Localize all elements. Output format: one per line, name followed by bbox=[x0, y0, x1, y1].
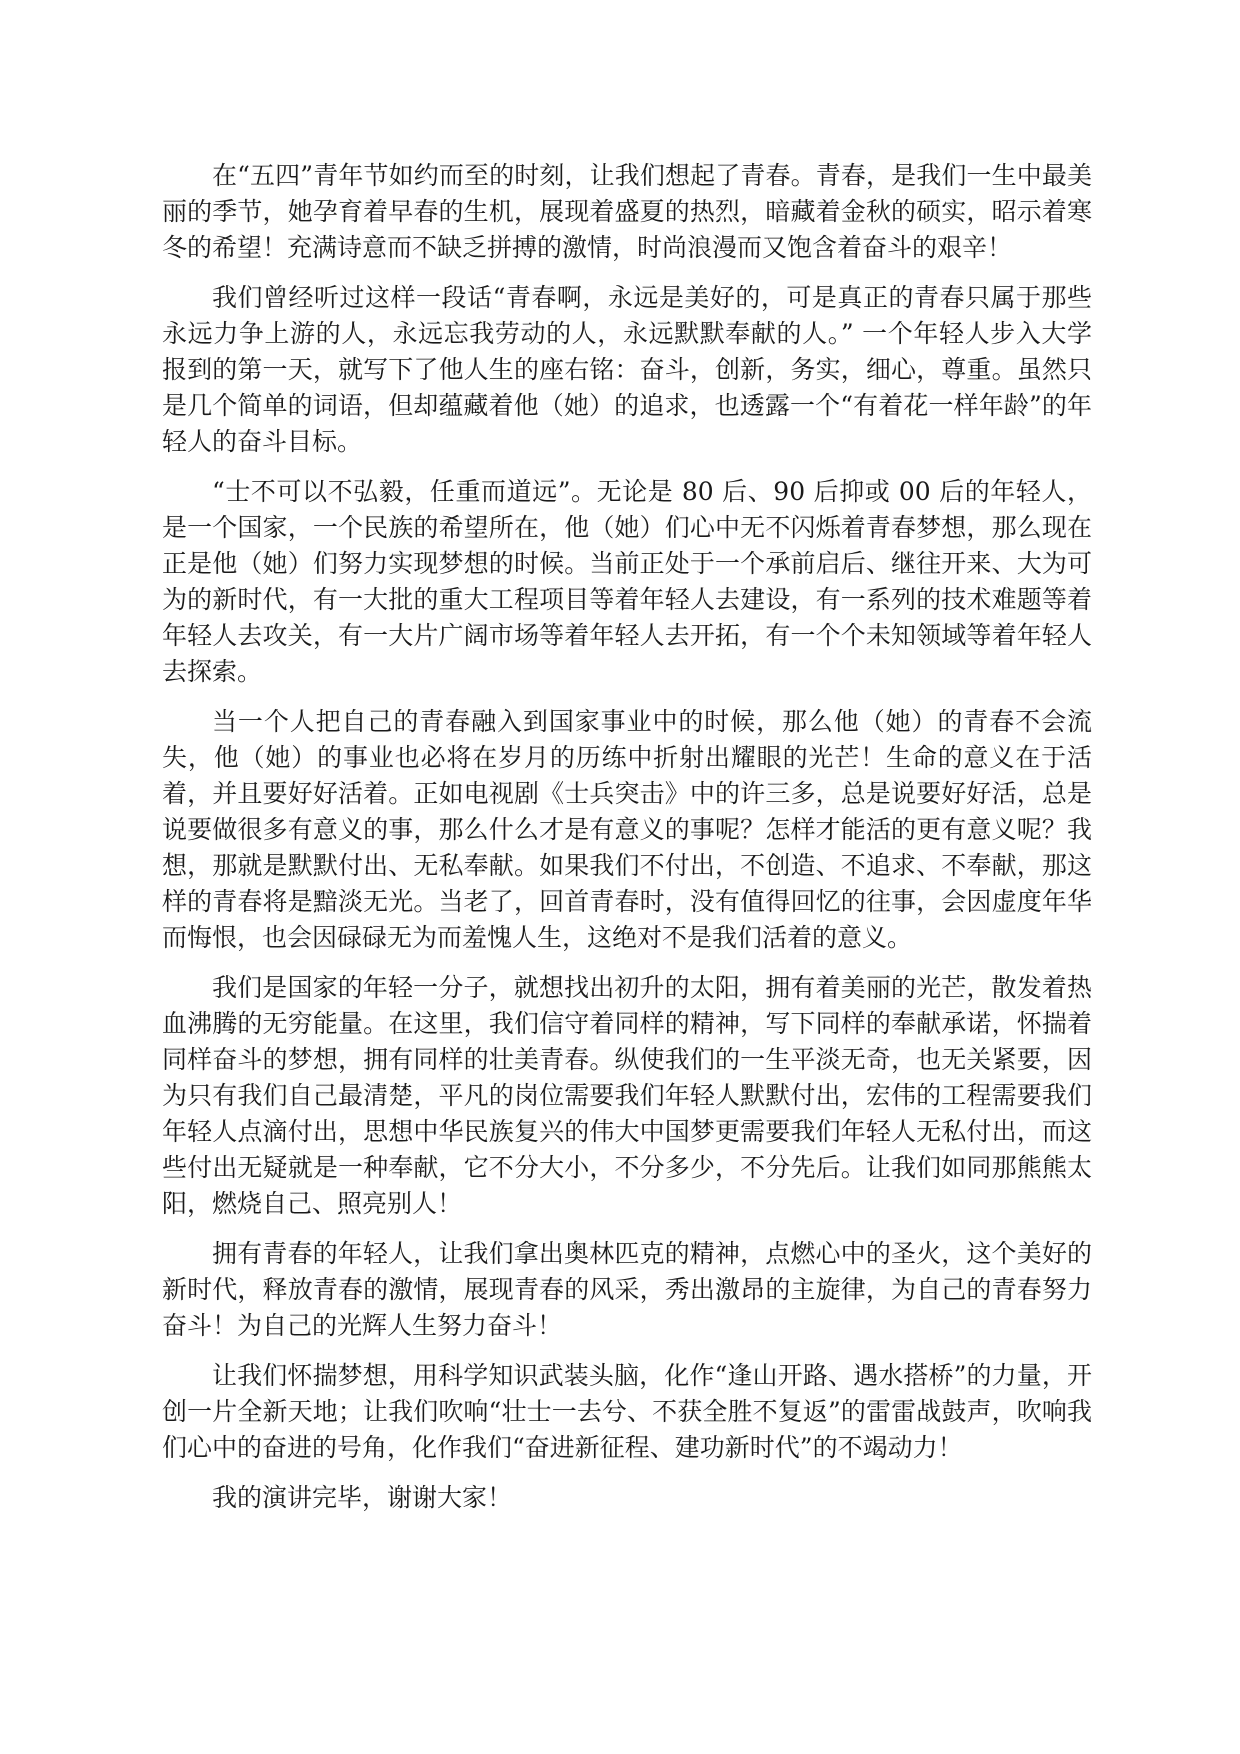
paragraph-2: 我们曾经听过这样一段话“青春啊，永远是美好的，可是真正的青春只属于那些永远力争上游的人，永远忘我劳动的人，永远默默奉献的人。” 一个年轻人步入大学报到的第一天，就写下了他人生的座右铭：奋斗，创新，务实，细心，尊重。虽然只是几个简单的词语，但却蕴藏着他（她）的追求，也透露一个“有着花一样年龄”的年轻人的奋斗目标。 bbox=[162, 283, 1092, 456]
paragraph-3: “士不可以不弘毅，任重而道远”。无论是 80 后、90 后抑或 00 后的年轻人，是一个国家，一个民族的希望所在，他（她）们心中无不闪烁着青春梦想，那么现在正是他（她）们努力实现梦想的时候。当前正处于一个承前启后、继往开来、大为可为的新时代，有一大批的重大工程项目等着年轻人去建设，有一系列的技术难题等着年轻人去攻关，有一大片广阔市场等着年轻人去开拓，有一个个未知领域等着年轻人去探索。 bbox=[162, 477, 1092, 686]
paragraph-5: 我们是国家的年轻一分子，就想找出初升的太阳，拥有着美丽的光芒，散发着热血沸腾的无穷能量。在这里，我们信守着同样的精神，写下同样的奉献承诺，怀揣着同样奋斗的梦想，拥有同样的壮美青春。纵使我们的一生平淡无奇，也无关紧要，因为只有我们自己最清楚，平凡的岗位需要我们年轻人默默付出，宏伟的工程需要我们年轻人点滴付出，思想中华民族复兴的伟大中国梦更需要我们年轻人无私付出，而这些付出无疑就是一种奉献，它不分大小，不分多少，不分先后。让我们如同那熊熊太阳，燃烧自己、照亮别人！ bbox=[162, 973, 1092, 1218]
paragraph-1: 在“五四”青年节如约而至的时刻，让我们想起了青春。青春，是我们一生中最美丽的季节，她孕育着早春的生机，展现着盛夏的热烈，暗藏着金秋的硕实，昭示着寒冬的希望！充满诗意而不缺乏拼搏的激情，时尚浪漫而又饱含着奋斗的艰辛！ bbox=[162, 161, 1092, 262]
paragraph-6: 拥有青春的年轻人，让我们拿出奥林匹克的精神，点燃心中的圣火，这个美好的新时代，释放青春的激情，展现青春的风采，秀出激昂的主旋律，为自己的青春努力奋斗！为自己的光辉人生努力奋斗！ bbox=[162, 1239, 1092, 1340]
speech-body bbox=[162, 158, 1092, 1530]
closing-paragraph: 我的演讲完毕，谢谢大家！ bbox=[212, 1483, 513, 1512]
paragraph-7: 让我们怀揣梦想，用科学知识武装头脑，化作“逢山开路、遇水搭桥”的力量，开创一片全新天地；让我们吹响“壮士一去兮、不获全胜不复返”的雷雷战鼓声，吹响我们心中的奋进的号角，化作我们“奋进新征程、建功新时代”的不竭动力！ bbox=[162, 1361, 1092, 1462]
paragraph-4: 当一个人把自己的青春融入到国家事业中的时候，那么他（她）的青春不会流失，他（她）的事业也必将在岁月的历练中折射出耀眼的光芒！生命的意义在于活着，并且要好好活着。正如电视剧《士兵突击》中的许三多，总是说要好好活，总是说要做很多有意义的事，那么什么才是有意义的事呢？怎样才能活的更有意义呢？我想，那就是默默付出、无私奉献。如果我们不付出，不创造、不追求、不奉献，那这样的青春将是黯淡无光。当老了，回首青春时，没有值得回忆的往事，会因虚度年华而悔恨，也会因碌碌无为而羞愧人生，这绝对不是我们活着的意义。 bbox=[162, 707, 1092, 952]
